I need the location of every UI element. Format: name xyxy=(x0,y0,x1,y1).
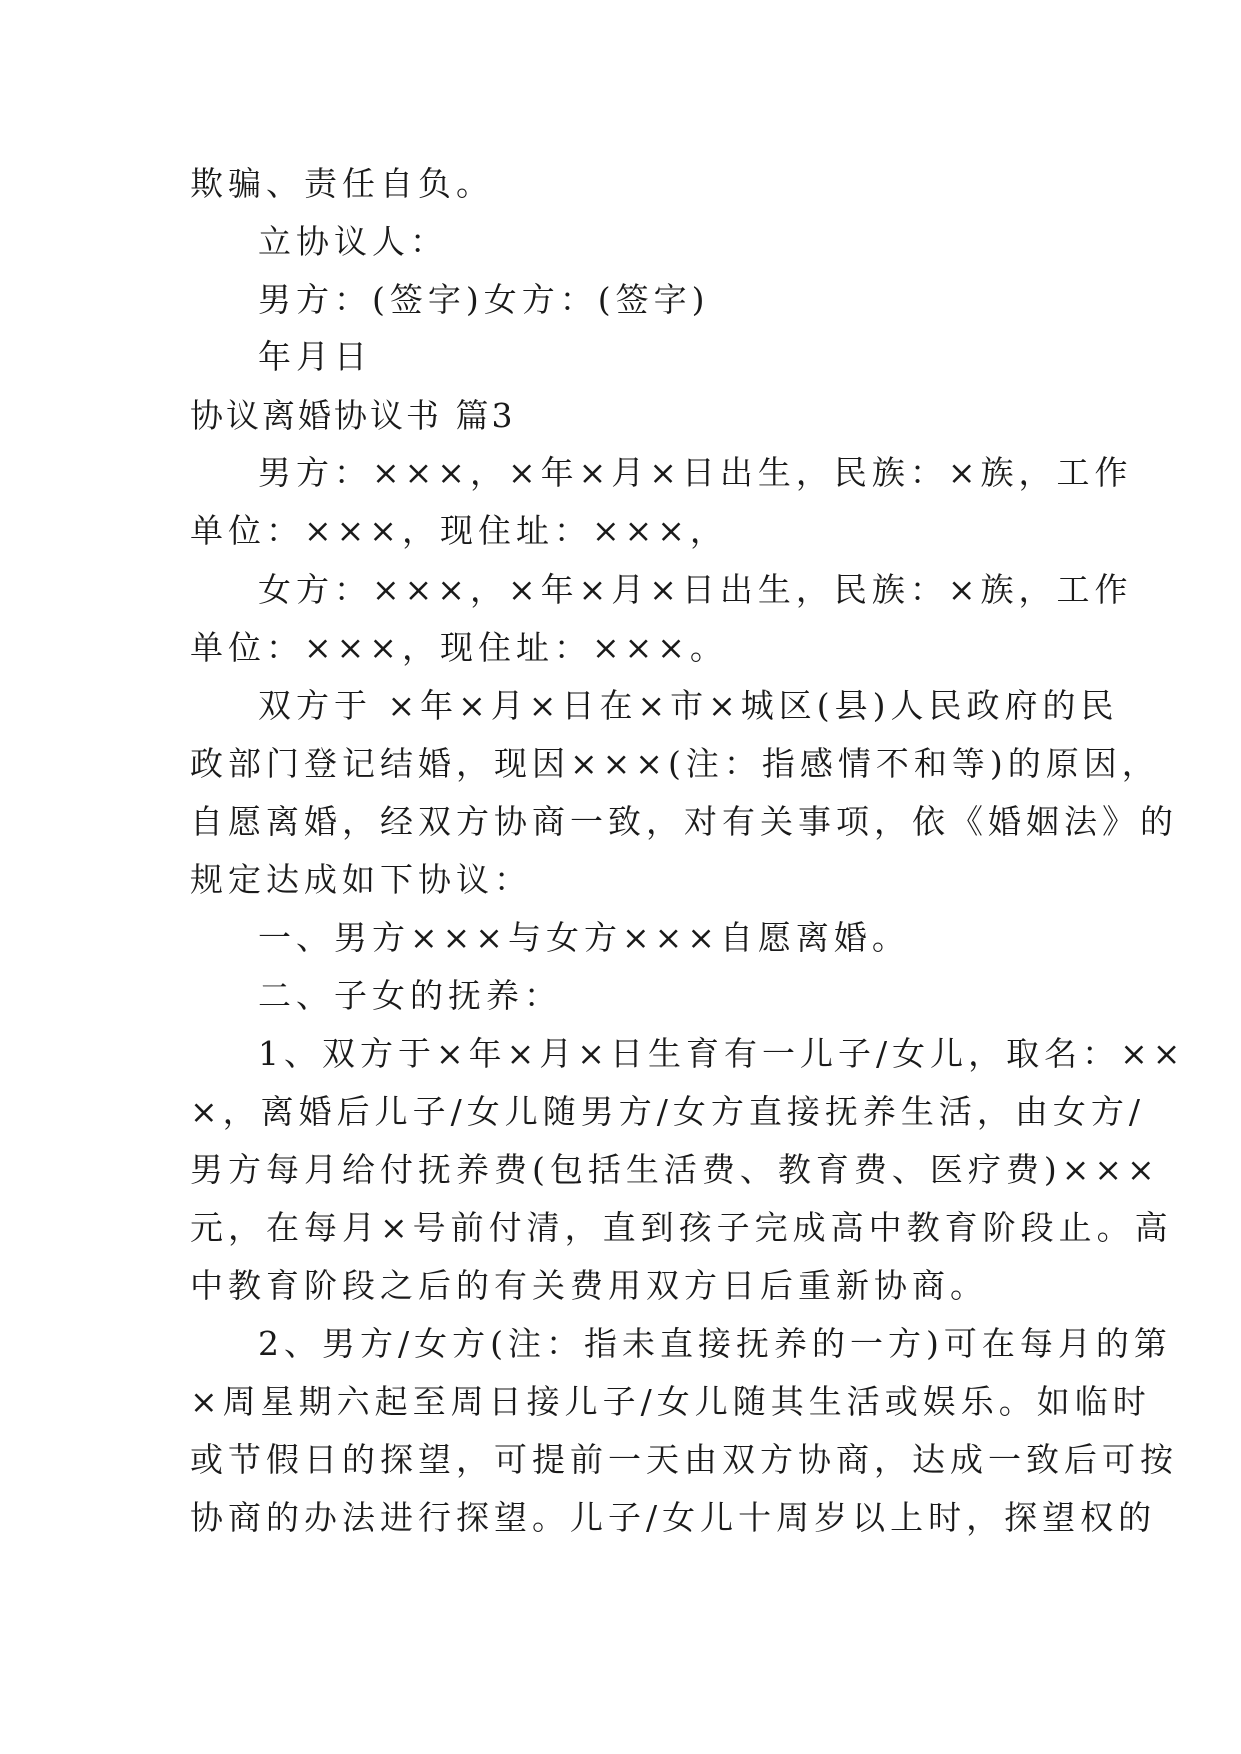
text-line: 女方：×××，×年×月×日出生，民族：×族，工作 xyxy=(258,570,1133,609)
text-line: 规定达成如下协议： xyxy=(190,860,532,899)
text-line: ×周星期六起至周日接儿子/女儿随其生活或娱乐。如临时 xyxy=(190,1382,1151,1421)
text-line: 1、双方于×年×月×日生育有一儿子/女儿，取名：×× xyxy=(258,1034,1186,1073)
text-line: 男方：(签字)女方：(签字) xyxy=(258,280,710,319)
text-line: 自愿离婚，经双方协商一致，对有关事项，依《婚姻法》的 xyxy=(190,802,1178,841)
text-line: 年月日 xyxy=(258,337,372,376)
text-line: 政部门登记结婚，现因×××(注：指感情不和等)的原因， xyxy=(190,744,1160,783)
text-line: 男方：×××，×年×月×日出生，民族：×族，工作 xyxy=(258,453,1133,492)
text-line: 2、男方/女方(注：指未直接抚养的一方)可在每月的第 xyxy=(258,1324,1172,1363)
text-line: ×，离婚后儿子/女儿随男方/女方直接抚养生活，由女方/ xyxy=(190,1092,1146,1131)
text-line: 双方于 ×年×月×日在×市×城区(县)人民政府的民 xyxy=(258,686,1119,725)
text-line: 单位：×××，现住址：×××， xyxy=(190,511,728,550)
text-line: 或节假日的探望，可提前一天由双方协商，达成一致后可按 xyxy=(190,1440,1178,1479)
section-heading: 协议离婚协议书 篇3 xyxy=(190,396,516,435)
text-line: 立协议人： xyxy=(258,222,448,261)
text-line: 协商的办法进行探望。儿子/女儿十周岁以上时，探望权的 xyxy=(190,1498,1157,1537)
text-line: 单位：×××，现住址：×××。 xyxy=(190,628,728,667)
text-line: 欺骗、责任自负。 xyxy=(190,164,494,203)
text-line: 中教育阶段之后的有关费用双方日后重新协商。 xyxy=(190,1266,988,1305)
text-line: 元，在每月×号前付清，直到孩子完成高中教育阶段止。高 xyxy=(190,1208,1173,1247)
text-line: 一、男方×××与女方×××自愿离婚。 xyxy=(258,918,910,957)
text-line: 二、子女的抚养： xyxy=(258,976,562,1015)
text-line: 男方每月给付抚养费(包括生活费、教育费、医疗费)××× xyxy=(190,1150,1160,1189)
